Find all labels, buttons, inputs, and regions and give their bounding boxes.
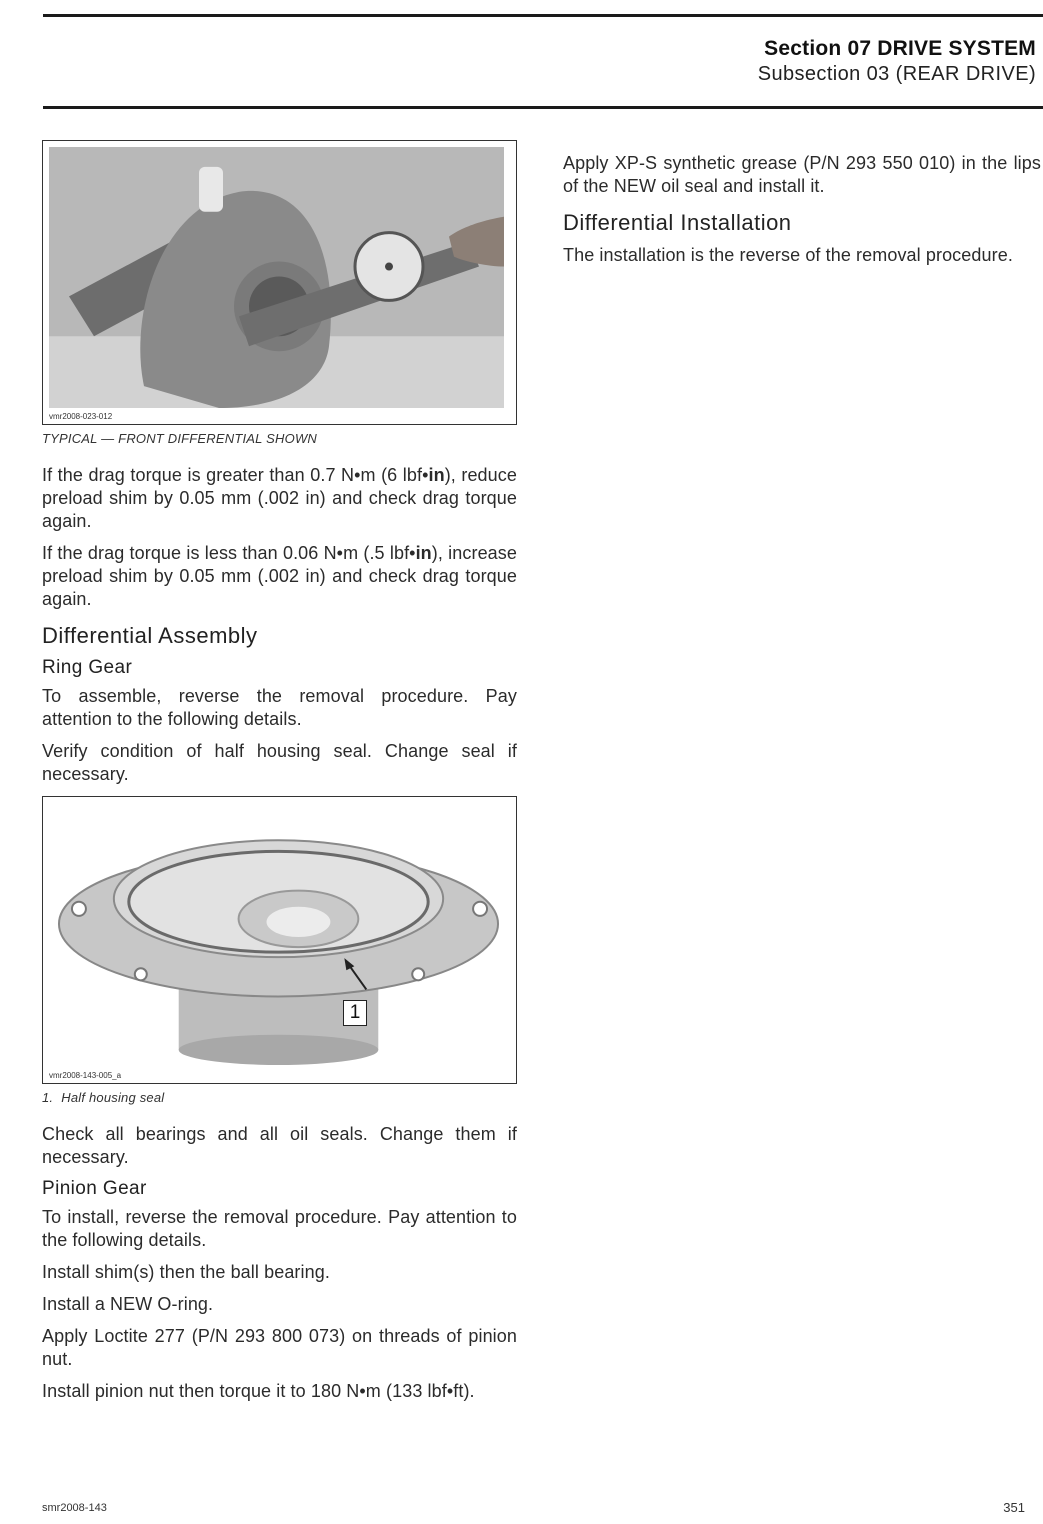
footer-document-id: smr2008-143 xyxy=(42,1502,107,1514)
right-column xyxy=(563,152,1041,276)
heading-differential-installation: Differential Installation xyxy=(563,210,792,235)
figure-id: vmr2008-143-005_a xyxy=(49,1071,122,1080)
header-rule-bottom xyxy=(43,106,1043,109)
shim-bearing-paragraph: Install shim(s) then the ball bearing. xyxy=(42,1262,330,1282)
callout-1: 1 xyxy=(343,1000,367,1026)
left-column xyxy=(42,140,517,1412)
subheading-pinion-gear: Pinion Gear xyxy=(42,1178,147,1199)
page-number: 351 xyxy=(1003,1500,1025,1515)
figure-caption: TYPICAL — FRONT DIFFERENTIAL SHOWN xyxy=(42,431,318,446)
pinion-nut-torque-paragraph: Install pinion nut then torque it to 180 N•m (133 lbf•ft). xyxy=(42,1381,475,1401)
figure-front-differential xyxy=(42,140,517,425)
heading-differential-assembly: Differential Assembly xyxy=(42,623,258,648)
figure-caption-legend: 1. Half housing seal xyxy=(42,1090,165,1105)
drag-torque-less-paragraph: If the drag torque is less than 0.06 N•m (.5 lbf•in), increase preload shim by 0.05 mm (.002 in) and check drag torque again. xyxy=(42,543,518,609)
header-rule-top xyxy=(43,14,1043,17)
figure-id: vmr2008-023-012 xyxy=(49,412,113,421)
half-housing-illustration xyxy=(49,803,508,1067)
subsection-title: Subsection 03 (REAR DRIVE) xyxy=(757,63,1036,85)
differential-drag-torque-photo xyxy=(49,147,504,408)
o-ring-paragraph: Install a NEW O-ring. xyxy=(42,1294,214,1314)
pinion-install-paragraph: To install, reverse the removal procedure. Pay attention to the following details. xyxy=(42,1207,517,1250)
installation-paragraph: The installation is the reverse of the removal procedure. xyxy=(563,245,1013,265)
ring-gear-assemble-paragraph: To assemble, reverse the removal procedure. Pay attention to the following details. xyxy=(42,686,517,729)
subheading-ring-gear: Ring Gear xyxy=(42,657,133,678)
bearings-seals-paragraph: Check all bearings and all oil seals. Change them if necessary. xyxy=(42,1124,517,1167)
section-title: Section 07 DRIVE SYSTEM xyxy=(764,37,1036,60)
drag-torque-greater-paragraph: If the drag torque is greater than 0.7 N•m (6 lbf•in), reduce preload shim by 0.05 mm (.002 in) and check drag torque again. xyxy=(42,465,517,531)
grease-oil-seal-paragraph: Apply XP-S synthetic grease (P/N 293 550 010) in the lips of the NEW oil seal and install it. xyxy=(563,153,1041,196)
figure-half-housing xyxy=(42,796,517,1084)
ring-gear-seal-paragraph: Verify condition of half housing seal. Change seal if necessary. xyxy=(42,741,517,784)
page-header xyxy=(758,37,1036,86)
loctite-paragraph: Apply Loctite 277 (P/N 293 800 073) on threads of pinion nut. xyxy=(42,1326,517,1369)
